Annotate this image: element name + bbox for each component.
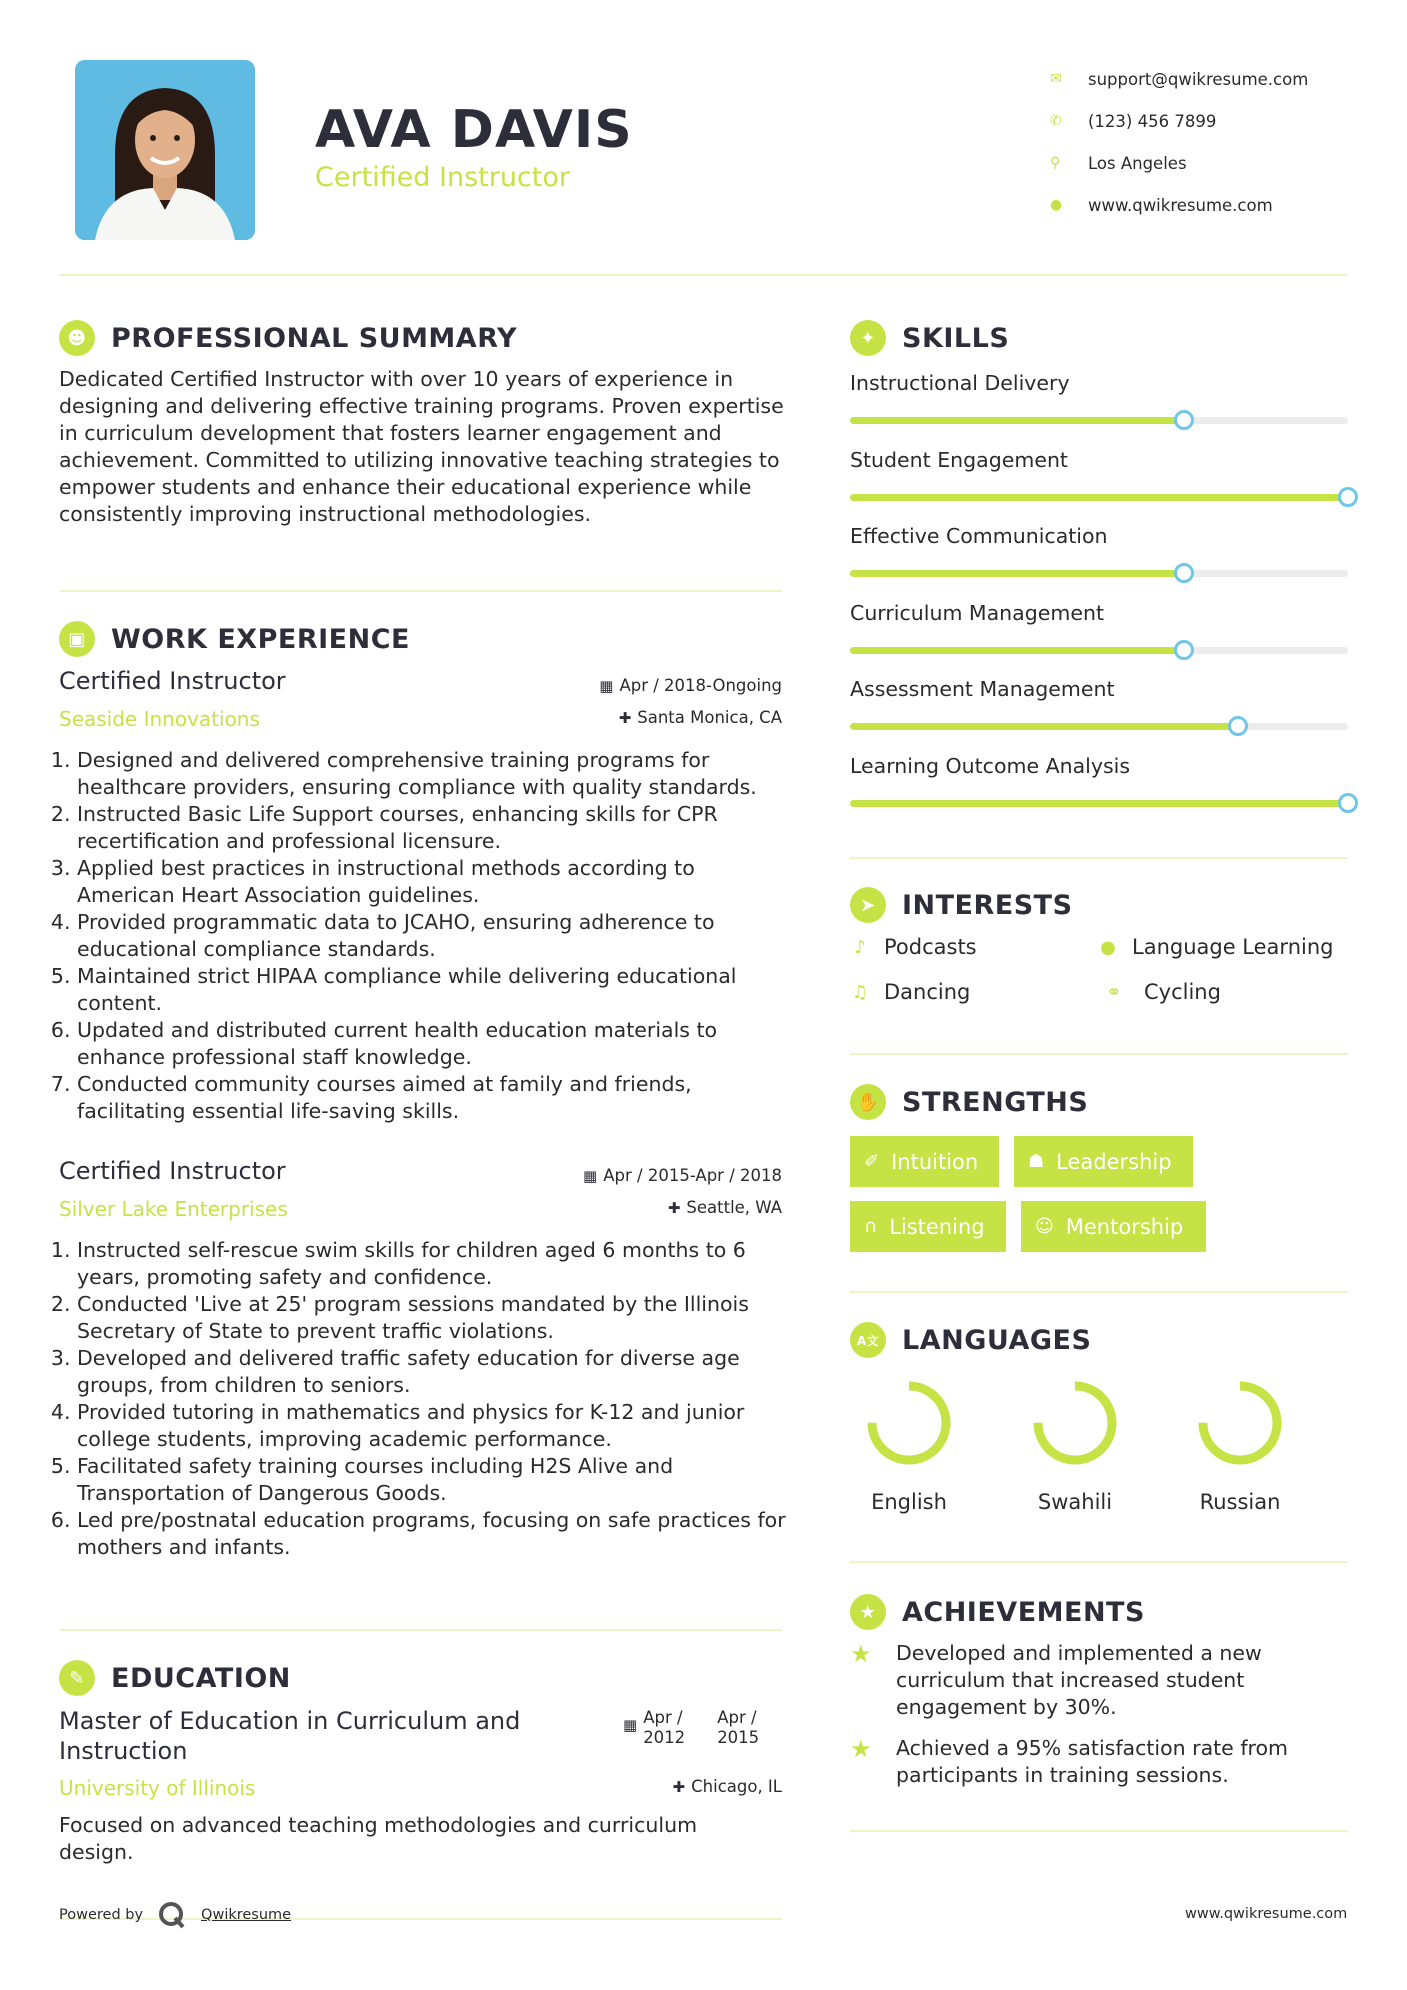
skill-bar (850, 417, 1348, 424)
language-level-ring (1195, 1378, 1285, 1468)
email-text: support@qwikresume.com (1088, 69, 1309, 89)
education-description: Focused on advanced teaching methodologies and curriculum design. (59, 1813, 698, 1864)
achievements-divider (850, 1830, 1348, 1832)
contact-email[interactable] (1050, 58, 1308, 100)
phone-text: (123) 456 7899 (1088, 111, 1217, 131)
education-location (673, 1777, 782, 1796)
job-bullet: 3. Applied best practices in instructional methods according to American Heart Association guidelines. (77, 855, 789, 909)
skill-bar-fill (850, 647, 1184, 654)
interests-heading (850, 887, 1073, 923)
interests-heading-text: INTERESTS (902, 889, 1073, 921)
skill-bar (850, 494, 1348, 501)
trophy-icon: ★ (850, 1594, 886, 1630)
interest-label: Podcasts (884, 935, 977, 959)
summary-heading (59, 320, 517, 356)
calendar-icon: ▦ (599, 677, 614, 695)
user-icon: ☻ (59, 320, 95, 356)
language-name: English (871, 1490, 947, 1514)
job-dates (599, 676, 782, 695)
candidate-title: Certified Instructor (315, 162, 570, 193)
language-level-ring (1030, 1378, 1120, 1468)
calendar-icon: ▦ (583, 1167, 598, 1185)
skill-bar (850, 647, 1348, 654)
education-heading-text: EDUCATION (111, 1662, 291, 1694)
contact-block (1050, 58, 1308, 226)
candidate-name: AVA DAVIS (315, 100, 633, 160)
skill-level-knob (1174, 640, 1194, 660)
skill-bar-fill (850, 723, 1238, 730)
star-icon: ★ (850, 1640, 872, 1668)
strength-chip (1021, 1201, 1206, 1252)
footer-brand-link[interactable]: Qwikresume (201, 1907, 292, 1923)
skill-bar-fill (850, 800, 1348, 807)
interest-label: Cycling (1144, 980, 1221, 1004)
job-title: Certified Instructor (59, 667, 286, 695)
header-divider (59, 274, 1348, 276)
strengths-heading (850, 1084, 1088, 1120)
skill-level-knob (1338, 487, 1358, 507)
skills-divider (850, 857, 1348, 859)
footer-website-link[interactable]: www.qwikresume.com (1185, 1906, 1348, 1922)
summary-heading-text: PROFESSIONAL SUMMARY (111, 322, 518, 354)
languages-heading (850, 1322, 1091, 1358)
strength-chip (850, 1136, 999, 1187)
strengths-divider (850, 1291, 1348, 1293)
job-dates-text: Apr / 2018-Ongoing (619, 676, 782, 695)
skills-heading-text: SKILLS (902, 322, 1010, 354)
skills-heading (850, 320, 1009, 356)
calendar-icon: ▦ (623, 1716, 638, 1734)
summary-text: Dedicated Certified Instructor with over 10 years of experience in designing and delivering effective training programs. Proven expertise in curriculum development that fosters learner engagement and achievement. Committed to utilizing innovative teaching strategies to empower students and enhance their educational experience while consistently improving instructional methodologies. (59, 367, 784, 526)
achievement-item: Developed and implemented a new curriculum that increased student engagement by 30%. (896, 1641, 1262, 1719)
interest-item (1098, 935, 1333, 959)
job-dates-text: Apr / 2015-Apr / 2018 (603, 1166, 782, 1185)
job-title: Certified Instructor (59, 1157, 286, 1185)
job-bullet: 2. Instructed Basic Life Support courses, enhancing skills for CPR recertification and professional licensure. (77, 801, 789, 855)
location-text: Los Angeles (1088, 153, 1187, 173)
skill-level-knob (1174, 410, 1194, 430)
job-location-text: Santa Monica, CA (637, 708, 782, 727)
phone-icon: ✆ (1050, 113, 1062, 129)
globe-icon: ● (1100, 936, 1116, 958)
briefcase-icon: ▣ (59, 621, 95, 657)
interests-divider (850, 1053, 1348, 1055)
music-note-icon: ♫ (851, 981, 869, 1003)
work-heading (59, 621, 410, 657)
skill-bar (850, 570, 1348, 577)
language-level-ring (864, 1378, 954, 1468)
achievement-item: Achieved a 95% satisfaction rate from participants in training sessions. (896, 1736, 1289, 1787)
education-school: University of Illinois (59, 1776, 256, 1800)
qwikresume-logo-icon (157, 1900, 187, 1930)
achievements-heading (850, 1594, 1145, 1630)
job-bullet: 5. Facilitated safety training courses including H2S Alive and Transportation of Dangerous Goods. (77, 1453, 789, 1507)
job-bullet: 6. Updated and distributed current health education materials to enhance professional staff knowledge. (77, 1017, 789, 1071)
bicycle-icon: ⚭ (1106, 981, 1122, 1003)
pin-icon: ✚ (618, 709, 632, 727)
mail-icon: ✉ (1050, 71, 1062, 87)
job-bullet: 4. Provided tutoring in mathematics and physics for K-12 and junior college students, improving academic performance. (77, 1399, 789, 1453)
education-end: Apr / 2015 (717, 1708, 760, 1747)
translate-icon: A文 (850, 1322, 886, 1358)
hand-icon: ✋ (850, 1084, 886, 1120)
work-divider (59, 1629, 782, 1631)
globe-icon: ● (1050, 197, 1063, 213)
work-heading-text: WORK EXPERIENCE (111, 623, 410, 655)
job-location (619, 708, 782, 727)
graduation-icon: ✎ (59, 1660, 95, 1696)
interest-item (1098, 980, 1221, 1004)
job-dates (583, 1166, 782, 1185)
job-bullets (59, 1237, 789, 1561)
skill-level-knob (1228, 716, 1248, 736)
skill-bar (850, 723, 1348, 730)
education-dates (623, 1708, 787, 1748)
summary-divider (59, 590, 782, 592)
job-company: Seaside Innovations (59, 707, 260, 731)
strength-label: Leadership (1056, 1149, 1172, 1174)
skill-bar (850, 800, 1348, 807)
strength-label: Listening (889, 1214, 985, 1239)
interest-item (850, 980, 970, 1004)
strength-chip (1014, 1136, 1193, 1187)
star-icon: ★ (850, 1735, 872, 1763)
job-bullet: 1. Instructed self-rescue swim skills for children aged 6 months to 6 years, promoting safety and confidence. (77, 1237, 789, 1291)
contact-location (1050, 142, 1308, 184)
footer-powered-by (59, 1900, 291, 1930)
job-bullet: 2. Conducted 'Live at 25' program sessions mandated by the Illinois Secretary of State to prevent traffic violations. (77, 1291, 789, 1345)
headphones-icon: ∩ (864, 1216, 878, 1237)
skill-name: Assessment Management (850, 677, 1115, 701)
job-bullet: 3. Developed and delivered traffic safety education for diverse age groups, from children to seniors. (77, 1345, 789, 1399)
pin-icon: ✚ (667, 1199, 681, 1217)
job-bullet: 5. Maintained strict HIPAA compliance while delivering educational content. (77, 963, 789, 1017)
contact-website[interactable] (1050, 184, 1308, 226)
interest-item (850, 935, 977, 959)
job-bullet: 4. Provided programmatic data to JCAHO, ensuring adherence to educational compliance standards. (77, 909, 789, 963)
magic-wand-icon: ✐ (864, 1151, 880, 1172)
job-bullet: 7. Conducted community courses aimed at family and friends, facilitating essential life-saving skills. (77, 1071, 789, 1125)
map-pin-icon: ⚲ (1050, 155, 1061, 171)
interest-label: Dancing (884, 980, 971, 1004)
profile-photo (75, 60, 255, 240)
education-start: Apr / 2012 (643, 1708, 686, 1747)
website-text: www.qwikresume.com (1088, 195, 1273, 215)
strength-label: Mentorship (1065, 1214, 1184, 1239)
job-company: Silver Lake Enterprises (59, 1197, 288, 1221)
skill-name: Learning Outcome Analysis (850, 753, 1131, 778)
contact-phone[interactable] (1050, 100, 1308, 142)
paper-plane-icon: ➤ (850, 887, 886, 923)
languages-heading-text: LANGUAGES (902, 1324, 1092, 1356)
skill-level-knob (1338, 793, 1358, 813)
portrait-image (75, 60, 255, 240)
language-name: Russian (1199, 1490, 1281, 1514)
job-location-text: Seattle, WA (686, 1198, 782, 1217)
strength-chip (850, 1201, 1006, 1252)
achievements-heading-text: ACHIEVEMENTS (902, 1596, 1145, 1628)
skill-bar-fill (850, 494, 1348, 501)
skill-name: Effective Communication (850, 524, 1108, 548)
job-bullet: 6. Led pre/postnatal education programs, focusing on safe practices for mothers and infants. (77, 1507, 789, 1561)
lightbulb-icon: ✦ (850, 320, 886, 356)
interest-label: Language Learning (1132, 935, 1334, 959)
skill-name: Instructional Delivery (850, 371, 1070, 395)
add-user-icon: ☺ (1035, 1216, 1054, 1237)
pin-icon: ✚ (672, 1778, 686, 1796)
language-name: Swahili (1037, 1490, 1113, 1514)
group-icon: ☗ (1028, 1151, 1045, 1172)
job-bullet: 1. Designed and delivered comprehensive training programs for healthcare providers, ensuring compliance with quality standards. (77, 747, 789, 801)
skill-level-knob (1174, 563, 1194, 583)
education-location-text: Chicago, IL (691, 1777, 782, 1796)
education-heading (59, 1660, 291, 1696)
skill-name: Curriculum Management (850, 600, 1104, 625)
languages-divider (850, 1561, 1348, 1563)
job-bullets (59, 747, 789, 1125)
skill-bar-fill (850, 570, 1184, 577)
education-degree: Master of Education in Curriculum and Instruction (59, 1707, 521, 1765)
strength-label: Intuition (891, 1149, 979, 1174)
job-location (668, 1198, 782, 1217)
powered-by-text: Powered by (59, 1907, 144, 1923)
strengths-heading-text: STRENGTHS (902, 1086, 1089, 1118)
microphone-icon: ♪ (854, 936, 866, 958)
skill-bar-fill (850, 417, 1184, 424)
skill-name: Student Engagement (850, 447, 1068, 472)
